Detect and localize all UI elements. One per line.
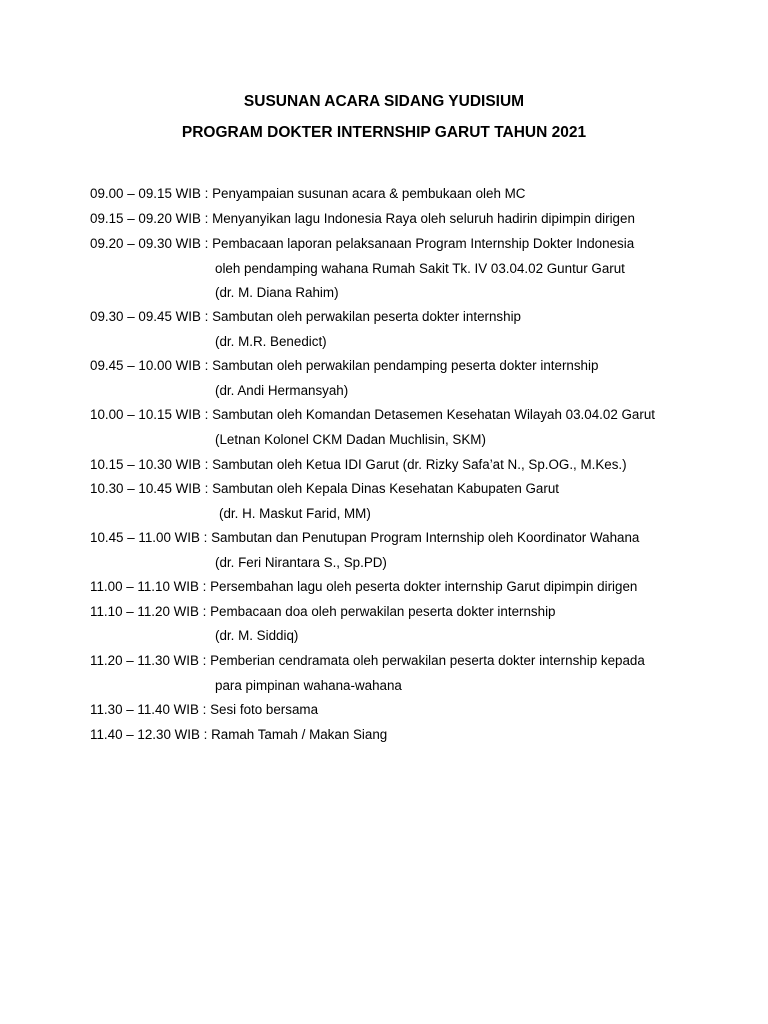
document-subtitle: PROGRAM DOKTER INTERNSHIP GARUT TAHUN 2021	[181, 124, 587, 141]
schedule-line-speaker: (dr. M. Siddiq)	[215, 628, 299, 643]
schedule-line-speaker: (dr. M. Diana Rahim)	[215, 285, 339, 300]
schedule-line: 11.00 – 11.10 WIB : Persembahan lagu oleh peserta dokter internship Garut dipimpin dirigen	[90, 579, 638, 594]
schedule-line: 09.45 – 10.00 WIB : Sambutan oleh perwakilan pendamping peserta dokter internship	[90, 358, 599, 373]
schedule-line: 11.30 – 11.40 WIB : Sesi foto bersama	[90, 702, 319, 717]
schedule-line: 09.20 – 09.30 WIB : Pembacaan laporan pelaksanaan Program Internship Dokter Indonesia	[90, 236, 635, 251]
schedule-line: 09.00 – 09.15 WIB : Penyampaian susunan acara & pembukaan oleh MC	[90, 186, 526, 201]
schedule-line: 09.15 – 09.20 WIB : Menyanyikan lagu Indonesia Raya oleh seluruh hadirin dipimpin dirigen	[90, 211, 635, 226]
document-title: SUSUNAN ACARA SIDANG YUDISIUM	[243, 93, 525, 110]
schedule-line-speaker: (dr. Feri Nirantara S., Sp.PD)	[215, 555, 387, 570]
schedule-line-continuation: para pimpinan wahana-wahana	[215, 678, 402, 693]
schedule-line-speaker: (dr. M.R. Benedict)	[215, 334, 327, 349]
schedule-line: 11.20 – 11.30 WIB : Pemberian cendramata oleh perwakilan peserta dokter internship kepada	[90, 653, 645, 668]
schedule-line: 10.30 – 10.45 WIB : Sambutan oleh Kepala Dinas Kesehatan Kabupaten Garut	[90, 481, 559, 496]
schedule-line-speaker: (dr. H. Maskut Farid, MM)	[219, 506, 371, 521]
schedule-line: 11.10 – 11.20 WIB : Pembacaan doa oleh perwakilan peserta dokter internship	[90, 604, 556, 619]
schedule-line: 10.45 – 11.00 WIB : Sambutan dan Penutupan Program Internship oleh Koordinator Wahana	[90, 530, 640, 545]
schedule-line: 11.40 – 12.30 WIB : Ramah Tamah / Makan Siang	[90, 727, 388, 742]
schedule-line-speaker: (Letnan Kolonel CKM Dadan Muchlisin, SKM)	[215, 432, 486, 447]
schedule-line-speaker: (dr. Andi Hermansyah)	[215, 383, 349, 398]
schedule-line: 10.00 – 10.15 WIB : Sambutan oleh Komandan Detasemen Kesehatan Wilayah 03.04.02 Garut	[90, 407, 655, 422]
schedule-line-continuation: oleh pendamping wahana Rumah Sakit Tk. IV 03.04.02 Guntur Garut	[215, 261, 625, 276]
schedule-line: 09.30 – 09.45 WIB : Sambutan oleh perwakilan peserta dokter internship	[90, 309, 521, 324]
schedule-line: 10.15 – 10.30 WIB : Sambutan oleh Ketua IDI Garut (dr. Rizky Safa’at N., Sp.OG., M.Kes.)	[90, 457, 627, 472]
